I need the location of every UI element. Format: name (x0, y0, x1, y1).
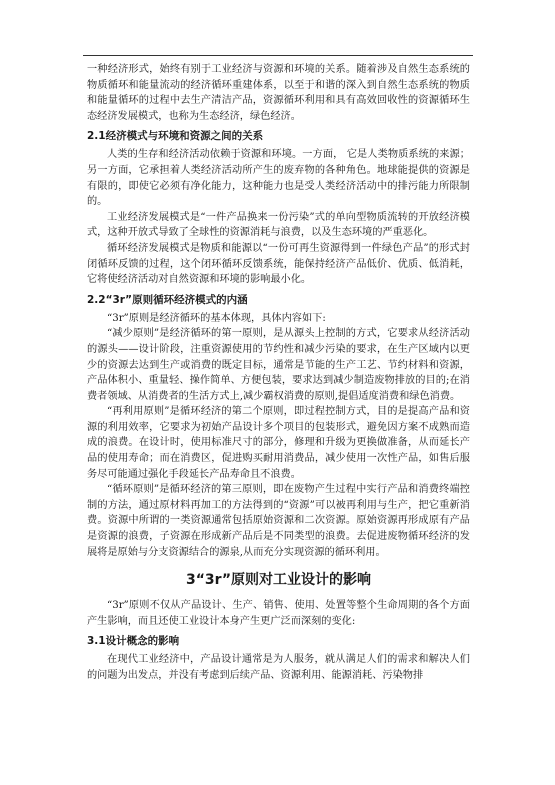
heading-3: 3“3r”原则对工业设计的影响 (185, 572, 372, 589)
header-rule (83, 55, 473, 56)
paragraph: “3r”原则不仅从产品设计、生产、销售、使用、处置等整个生命周期的各个方面产生影响，而且还使工业设计本身产生更广泛而深刻的变化: (87, 600, 470, 627)
paragraph: “减少原则”是经济循环的第一原则，是从源头上控制的方式，它要求从经济活动的源头——设计阶段，注重资源使用的节约性和减少污染的要求，在生产区域内以更少的资源去达到生产或消费的既定目标，通常是节能的生产工艺、节约材料和资源，产品体积小、重量轻、操作简单、方便包装，要求达到减少制造废物排放的目的;在消费者领域、从消费者的生活方式上,减少霸权消费的原则,提倡适度消费和绿色消费。 (87, 328, 470, 402)
paragraph: “再利用原则”是循环经济的第二个原则，即过程控制方式，目的是提高产品和资源的利用效率，它要求为初始产品设计多个项目的包装形式，避免因方案不成熟而造成的浪费。在设计时，使用标准尺寸的部分，修理和升级为更换做准备，从而延长产品的使用寿命；而在消费区，促进购买耐用消费品，减少使用一次性产品，如售后服务尽可能通过强化手段延长产品寿命且不浪费。 (87, 406, 470, 480)
heading-3-1: 3.1设计概念的影响 (87, 635, 180, 648)
heading-2-1: 2.1经济模式与环境和资源之间的关系 (87, 130, 264, 143)
paragraph: “循环原则”是循环经济的第三原则，即在废物产生过程中实行产品和消费终端控制的方法，通过原材料再加工的方法得到的“资源”可以被再利用与生产，把它重新消费。资源中所谓的一类资源通常包括原始资源和二次资源。原始资源再形成原有产品是资源的浪费，子资源在形成新产品后是不同类型的浪费。去促进废物循环经济的发展将是原始与分支资源结合的源泉,从而充分实现资源的循环利用。 (87, 484, 470, 558)
paragraph: “3r”原则是经济循环的基本体现，具体内容如下: (107, 312, 326, 324)
intro-paragraph: 一种经济形式，始终有别于工业经济与资源和环境的关系。随着涉及自然生态系统的物质循环和能量流动的经济循环重建体系，以至于和谐的深入到自然生态系统的物质和能量循环的过程中去生产清洁产品，资源循环利用和具有高效回收性的资源循环生态经济发展模式，也称为生态经济，绿色经济。 (87, 64, 470, 122)
paragraph: 工业经济发展模式是“一件产品换来一份污染”式的单向型物质流转的开放经济模式，这种开放式导致了全球性的资源消耗与浪费，以及生态环境的严重恶化。 (87, 211, 470, 239)
paragraph: 人类的生存和经济活动依赖于资源和环境。一方面， 它是人类物质系统的来源；另一方面，它承担着人类经济活动所产生的废弃物的各种角色。地球能提供的资源是有限的，即使它必须有净化能力，这种能力也是受人类经济活动中的排污能力所限制的。 (87, 149, 470, 208)
paragraph: 在现代工业经济中，产品设计通常是为人服务，就从满足人们的需求和解决人们的问题为出发点，并没有考虑到后续产品、资源利用、能源消耗、污染物排 (87, 654, 470, 681)
heading-2-2: 2.2“3r”原则循环经济模式的内涵 (87, 293, 248, 306)
paragraph: 循环经济发展模式是物质和能源以“一份可再生资源得到一件绿色产品”的形式封闭循环反馈的过程，这个闭环循环反馈系统，能保持经济产品低价、优质、低消耗，它将使经济活动对自然资源和环境的影响最小化。 (87, 242, 470, 286)
document-body (87, 62, 470, 684)
